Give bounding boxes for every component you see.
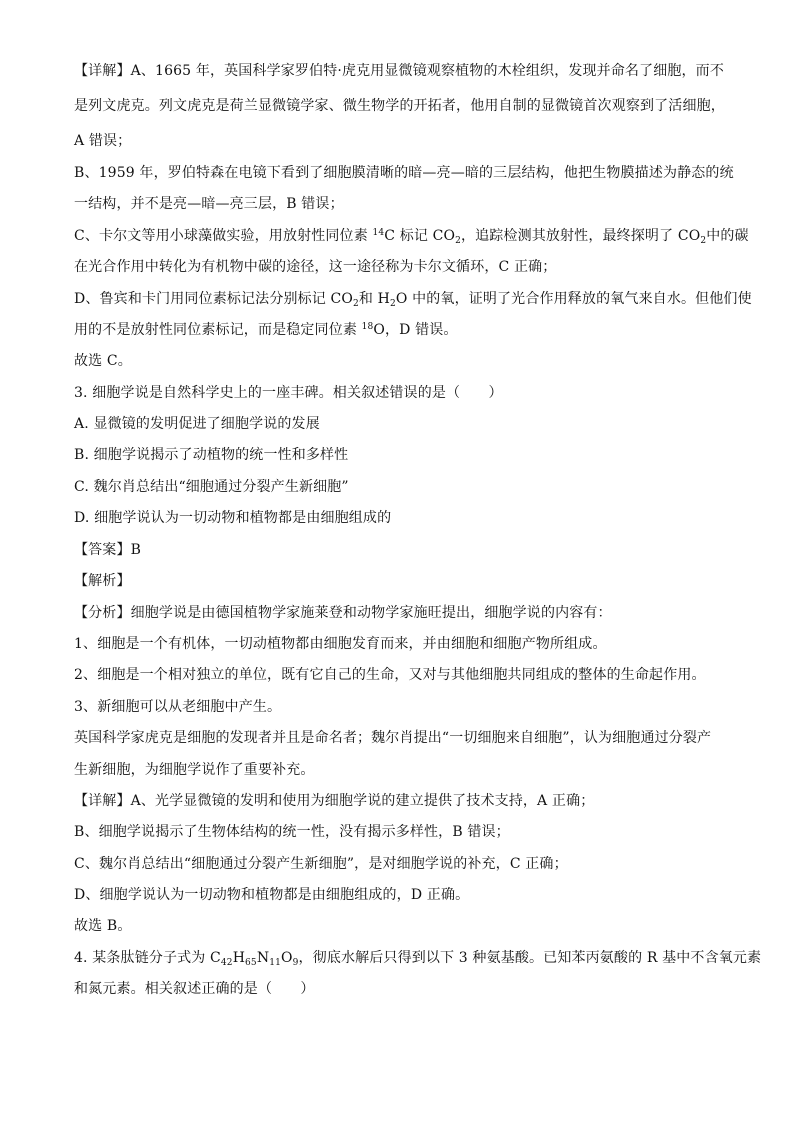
subscript: 2 — [390, 299, 396, 309]
q3-analysis-line-4: 3、新细胞可以从老细胞中产生。 — [74, 699, 282, 715]
q2-detail-line-9 — [74, 321, 724, 339]
q4-stem-line-2: 和氮元素。相关叙述正确的是（ ） — [74, 981, 315, 997]
q2-detail-line-1: 【详解】A、1665 年，英国科学家罗伯特·虎克用显微镜观察植物的木栓组织，发现并命名了细胞，而不 — [74, 63, 724, 79]
text-run: D、鲁宾和卡门用同位素标记法分别标记 CO — [74, 291, 354, 307]
subscript: 2 — [700, 236, 707, 246]
q2-detail-line-2: 是列文虎克。列文虎克是荷兰显微镜学家、微生物学的开拓者，他用自制的显微镜首次观察到了活细胞， — [74, 98, 725, 114]
text-run: N — [256, 950, 270, 966]
q3-analysis-line-5: 英国科学家虎克是细胞的发现者并且是命名者；魏尔肖提出“一切细胞来自细胞”，认为细胞通过分裂产 — [74, 730, 712, 746]
text-run: O — [280, 950, 293, 966]
subscript: 42 — [220, 958, 233, 968]
q3-option-b: B. 细胞学说揭示了动植物的统一性和多样性 — [74, 447, 349, 463]
q3-option-d: D. 细胞学说认为一切动物和植物都是由细胞组成的 — [74, 510, 392, 526]
q2-choose-line: 故选 C。 — [74, 353, 132, 369]
text-run: ，彻底水解后只得到以下 3 种氨基酸。已知苯丙氨酸的 R 基中不含氧元素 — [298, 950, 762, 966]
superscript: 14 — [372, 228, 385, 238]
q2-detail-line-4: B、1959 年，罗伯特森在电镜下看到了细胞膜清晰的暗—亮—暗的三层结构，他把生物膜描述为静态的统 — [74, 165, 734, 181]
q3-analysis-heading: 【解析】 — [74, 573, 131, 589]
text-run: 中的碳 — [706, 228, 749, 244]
subscript: 2 — [455, 236, 461, 246]
text-run: H — [232, 950, 246, 966]
q3-analysis-line-1: 【分析】细胞学说是由德国植物学家施莱登和动物学家施旺提出，细胞学说的内容有： — [74, 605, 612, 621]
q3-analysis-line-6: 生新细胞，为细胞学说作了重要补充。 — [74, 762, 315, 778]
q2-detail-line-8 — [74, 290, 752, 309]
q3-option-a: A. 显微镜的发明促进了细胞学说的发展 — [74, 416, 320, 432]
q3-detail-line-3: C、魏尔肖总结出“细胞通过分裂产生新细胞”，是对细胞学说的补充，C 正确； — [74, 856, 568, 872]
text-run: 用的不是放射性同位素标记，而是稳定同位素 — [74, 322, 362, 338]
q3-detail-line-2: B、细胞学说揭示了生物体结构的统一性，没有揭示多样性，B 错误； — [74, 824, 510, 840]
q2-detail-line-3: A 错误； — [74, 133, 132, 149]
q3-analysis-line-3: 2、细胞是一个相对独立的单位，既有它自己的生命，又对与其他细胞共同组成的整体的生命起作用。 — [74, 667, 706, 683]
text-run: C、卡尔文等用小球藻做实验，用放射性同位素 — [74, 228, 373, 244]
q3-answer: 【答案】B — [74, 542, 142, 558]
q3-stem: 3. 细胞学说是自然科学史上的一座丰碑。相关叙述错误的是（ ） — [74, 385, 503, 401]
q4-stem-line-1 — [74, 949, 762, 968]
text-run: O，D 错误。 — [373, 322, 458, 338]
subscript: 11 — [269, 958, 281, 968]
text-run: O 中的氧，证明了光合作用释放的氧气来自水。但他们使 — [395, 291, 752, 307]
subscript: 65 — [245, 958, 257, 968]
q3-option-c: C. 魏尔肖总结出“细胞通过分裂产生新细胞” — [74, 479, 349, 495]
text-run: ，追踪检测其放射性，最终探明了 CO — [460, 228, 701, 244]
superscript: 18 — [361, 322, 374, 332]
subscript: 9 — [292, 958, 299, 968]
q2-detail-line-5: 一结构，并不是亮—暗—亮三层，B 错误； — [74, 196, 344, 212]
q3-detail-line-1: 【详解】A、光学显微镜的发明和使用为细胞学说的建立提供了技术支持，A 正确； — [74, 793, 595, 809]
text-run: 4. 某条肽链分子式为 C — [74, 950, 221, 966]
subscript: 2 — [353, 299, 359, 309]
text-run: C 标记 CO — [384, 228, 456, 244]
q3-choose-line: 故选 B。 — [74, 918, 132, 934]
q2-detail-line-7: 在光合作用中转化为有机物中碳的途径，这一途径称为卡尔文循环，C 正确； — [74, 259, 557, 275]
text-run: 和 H — [358, 291, 391, 307]
q2-detail-line-6 — [74, 227, 749, 246]
q3-detail-line-4: D、细胞学说认为一切动物和植物都是由细胞组成的，D 正确。 — [74, 887, 470, 903]
q3-analysis-line-2: 1、细胞是一个有机体，一切动植物都由细胞发育而来，并由细胞和细胞产物所组成。 — [74, 636, 607, 652]
